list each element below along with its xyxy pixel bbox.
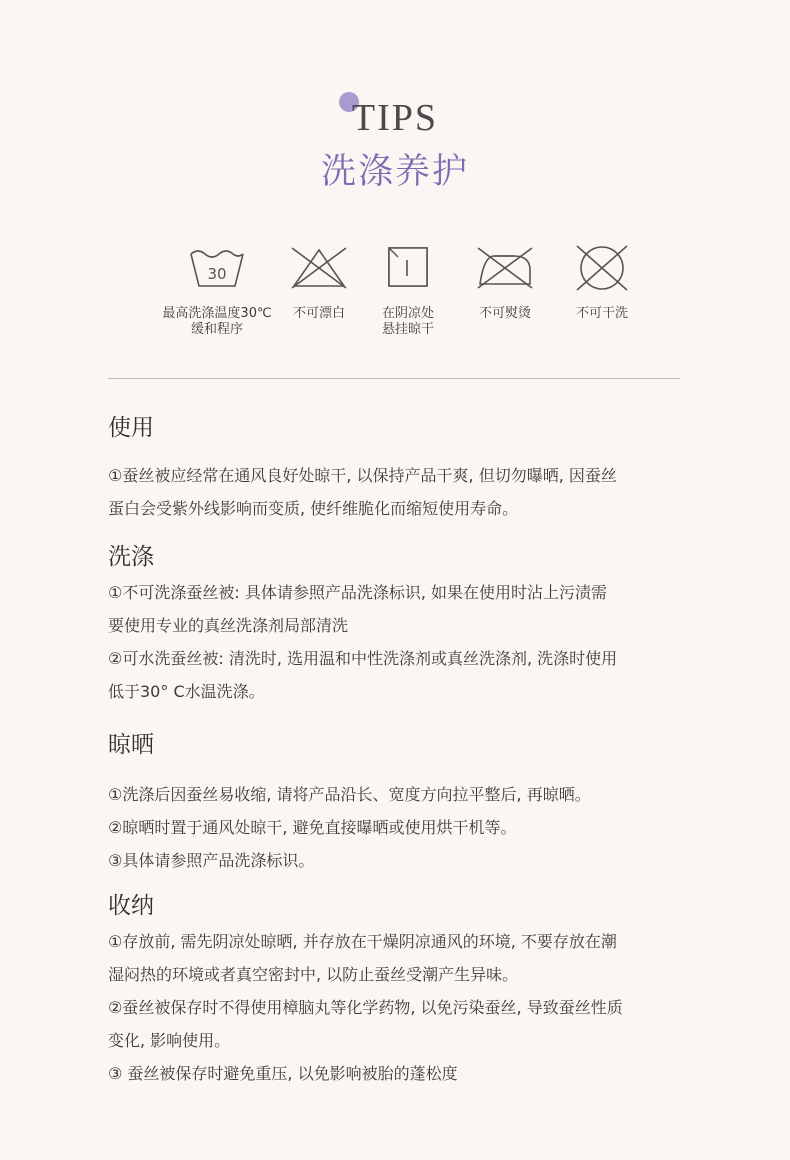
care-label-no-iron: 不可熨烫 — [478, 306, 531, 321]
care-label-wash: 最高洗涤温度30℃ 缓和程序 — [162, 306, 272, 337]
paragraph-line: ①存放前, 需先阴凉处晾晒, 并存放在干燥阴凉通风的环境, 不要存放在潮 — [108, 932, 617, 951]
section-title: 使用 — [108, 415, 154, 441]
paragraph-line: ①不可洗涤蚕丝被: 具体请参照产品洗涤标识, 如果在使用时沾上污渍需 — [108, 583, 607, 602]
section-washing — [108, 542, 708, 708]
no-bleach-icon — [288, 244, 350, 290]
section-title: 晾晒 — [108, 732, 154, 758]
care-label-no-bleach: 不可漂白 — [292, 306, 345, 321]
paragraph-line: 蛋白会受紫外线影响而变质, 使纤维脆化而缩短使用寿命。 — [108, 499, 519, 518]
paragraph-line: 低于30° C水温洗涤。 — [108, 682, 265, 701]
paragraph-line: 变化, 影响使用。 — [108, 1031, 231, 1050]
paragraph-line: ①蚕丝被应经常在通风良好处晾干, 以保持产品干爽, 但切勿曝晒, 因蚕丝 — [108, 466, 617, 485]
care-label-no-dry-clean: 不可干洗 — [575, 306, 628, 321]
paragraph-line: ③具体请参照产品洗涤标识。 — [108, 851, 315, 870]
paragraph-line: ②蚕丝被保存时不得使用樟脑丸等化学药物, 以免污染蚕丝, 导致蚕丝性质 — [108, 998, 623, 1017]
page-title: 洗涤养护 — [320, 152, 469, 192]
paragraph-line: 要使用专业的真丝洗涤剂局部清洗 — [108, 616, 349, 635]
paragraph-line: ①洗涤后因蚕丝易收缩, 请将产品沿长、宽度方向拉平整后, 再晾晒。 — [108, 785, 591, 804]
section-title: 洗涤 — [108, 544, 154, 570]
section-drying — [108, 730, 708, 877]
paragraph-line: ③ 蚕丝被保存时避免重压, 以免影响被胎的蓬松度 — [108, 1064, 458, 1083]
tips-heading: TIPS — [351, 97, 439, 139]
svg-text:30: 30 — [207, 265, 227, 283]
divider — [108, 378, 680, 379]
section-usage — [108, 413, 708, 525]
line-dry-shade-icon — [386, 244, 430, 290]
care-item-no-dry-clean — [537, 244, 667, 322]
section-storage — [108, 891, 708, 1090]
no-dry-clean-icon — [571, 244, 633, 294]
header — [0, 88, 790, 208]
care-icons-row — [0, 244, 790, 354]
paragraph-line: 湿闷热的环境或者真空密封中, 以防止蚕丝受潮产生异味。 — [108, 965, 519, 984]
paragraph-line: ②晾晒时置于通风处晾干, 避免直接曝晒或使用烘干机等。 — [108, 818, 517, 837]
no-iron-icon — [474, 244, 536, 290]
section-title: 收纳 — [108, 893, 154, 919]
paragraph-line: ②可水洗蚕丝被: 清洗时, 选用温和中性洗涤剂或真丝洗涤剂, 洗涤时使用 — [108, 649, 618, 668]
care-label-line-dry: 在阴凉处 悬挂晾干 — [381, 306, 434, 337]
wash-30-icon — [187, 244, 247, 290]
